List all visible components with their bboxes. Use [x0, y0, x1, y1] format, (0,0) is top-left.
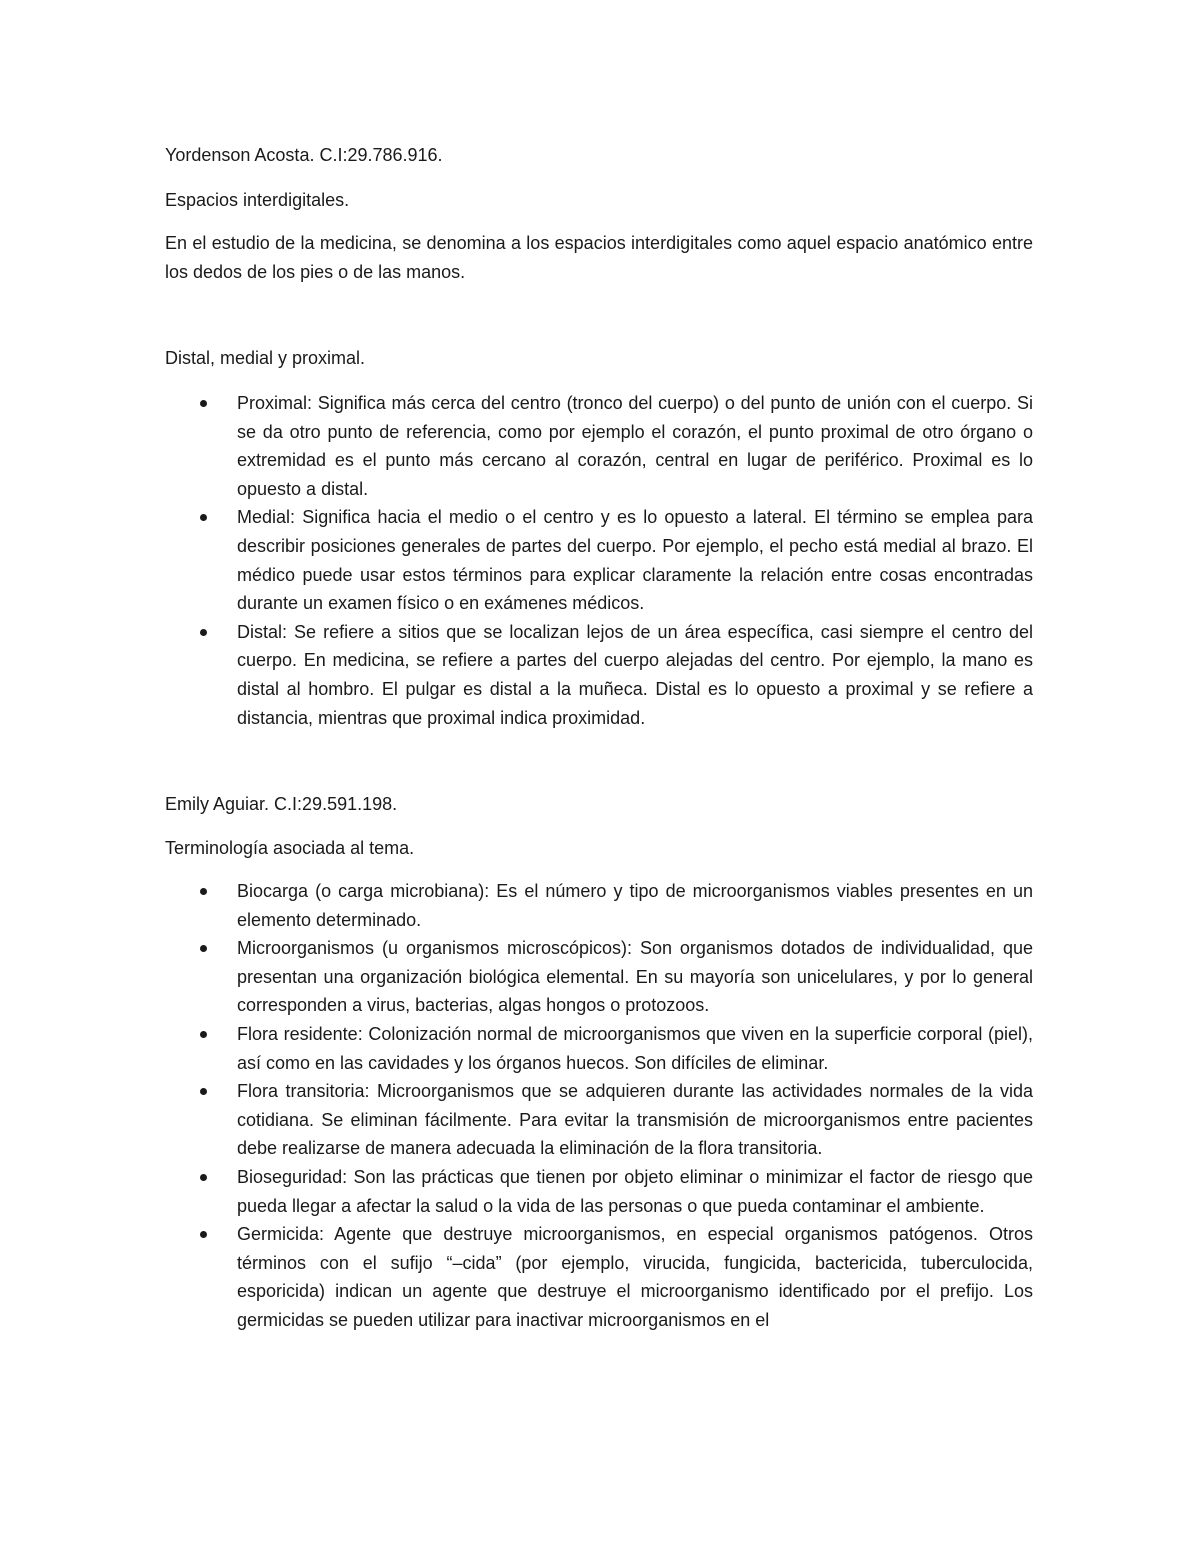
section-heading-terminologia: Terminología asociada al tema.	[165, 838, 415, 858]
section-heading-distal-medial-proximal: Distal, medial y proximal.	[165, 348, 366, 368]
bullet-icon	[200, 514, 207, 521]
bullet-icon	[200, 945, 207, 952]
list-item-text: Bioseguridad: Son las prácticas que tienen por objeto eliminar o minimizar el factor de riesgo que pueda llegar a afectar la salud o la vida de las personas o que pueda contaminar el ambiente.	[237, 1166, 1033, 1216]
bullet-list-directions	[165, 389, 1033, 732]
bullet-icon	[200, 1031, 207, 1038]
list-item	[165, 1163, 1033, 1220]
bullet-icon	[200, 629, 207, 636]
list-item	[165, 1077, 1033, 1163]
author-name-2: Emily Aguiar. C.I:29.591.198.	[165, 794, 398, 814]
paragraph-espacios: En el estudio de la medicina, se denomina a los espacios interdigitales como aquel espacio anatómico entre los dedos de los pies o de las manos.	[165, 233, 1033, 282]
list-item-text: Microorganismos (u organismos microscópicos): Son organismos dotados de individualidad, que presentan una organización biológica elemental. En su mayoría son unicelulares, y por lo general corresponden a virus, bacterias, algas hongos o protozoos.	[237, 938, 1033, 1016]
list-item-text: Distal: Se refiere a sitios que se localizan lejos de un área específica, casi siempre el centro del cuerpo. En medicina, se refiere a partes del cuerpo alejadas del centro. Por ejemplo, la mano es distal al hombro. El pulgar es distal a la muñeca. Distal es lo opuesto a proximal y se refiere a distancia, mientras que proximal indica proximidad.	[237, 621, 1033, 728]
section-heading-espacios: Espacios interdigitales.	[165, 190, 350, 210]
list-item	[165, 1020, 1033, 1077]
list-item-text: Proximal: Significa más cerca del centro (tronco del cuerpo) o del punto de unión con el cuerpo. Si se da otro punto de referencia, como por ejemplo el corazón, el punto proximal de otro órgano o extremidad es el punto más cercano al corazón, central en lugar de periférico. Proximal es lo opuesto a distal.	[237, 393, 1033, 499]
list-item-text: Biocarga (o carga microbiana): Es el número y tipo de microorganismos viables presentes en un elemento determinado.	[237, 881, 1033, 930]
bullet-icon	[200, 888, 207, 895]
list-item	[165, 618, 1033, 732]
list-item	[165, 934, 1033, 1020]
bullet-icon	[200, 400, 207, 407]
list-item	[165, 389, 1033, 503]
list-item	[165, 877, 1033, 934]
list-item-text: Flora residente: Colonización normal de microorganismos que viven en la superficie corporal (piel), así como en las cavidades y los órganos huecos. Son difíciles de eliminar.	[237, 1023, 1033, 1073]
list-item-text: Flora transitoria: Microorganismos que se adquieren durante las actividades normales de la vida cotidiana. Se eliminan fácilmente. Para evitar la transmisión de microorganismos entre pacientes debe realizarse de manera adecuada la eliminación de la flora transitoria.	[237, 1081, 1033, 1159]
list-item-text: Medial: Significa hacia el medio o el centro y es lo opuesto a lateral. El término se emplea para describir posiciones generales de partes del cuerpo. Por ejemplo, el pecho está medial al brazo. El médico puede usar estos términos para explicar claramente la relación entre cosas encontradas durante un examen físico o en exámenes médicos.	[237, 507, 1033, 614]
bullet-icon	[200, 1088, 207, 1095]
document-page	[165, 0, 1033, 1553]
list-item-text: Germicida: Agente que destruye microorganismos, en especial organismos patógenos. Otros términos con el sufijo “–cida” (por ejemplo, virucida, fungicida, bactericida, tuberculocida, esporicida) indican un agente que destruye el microorganismo identificado por el prefijo. Los germicidas se pueden utilizar para inactivar microorganismos en el	[237, 1224, 1033, 1330]
list-item	[165, 503, 1033, 617]
bullet-icon	[200, 1231, 207, 1238]
bullet-list-terminology	[165, 877, 1033, 1335]
author-name-1: Yordenson Acosta. C.I:29.786.916.	[165, 145, 443, 165]
list-item	[165, 1220, 1033, 1334]
bullet-icon	[200, 1174, 207, 1181]
